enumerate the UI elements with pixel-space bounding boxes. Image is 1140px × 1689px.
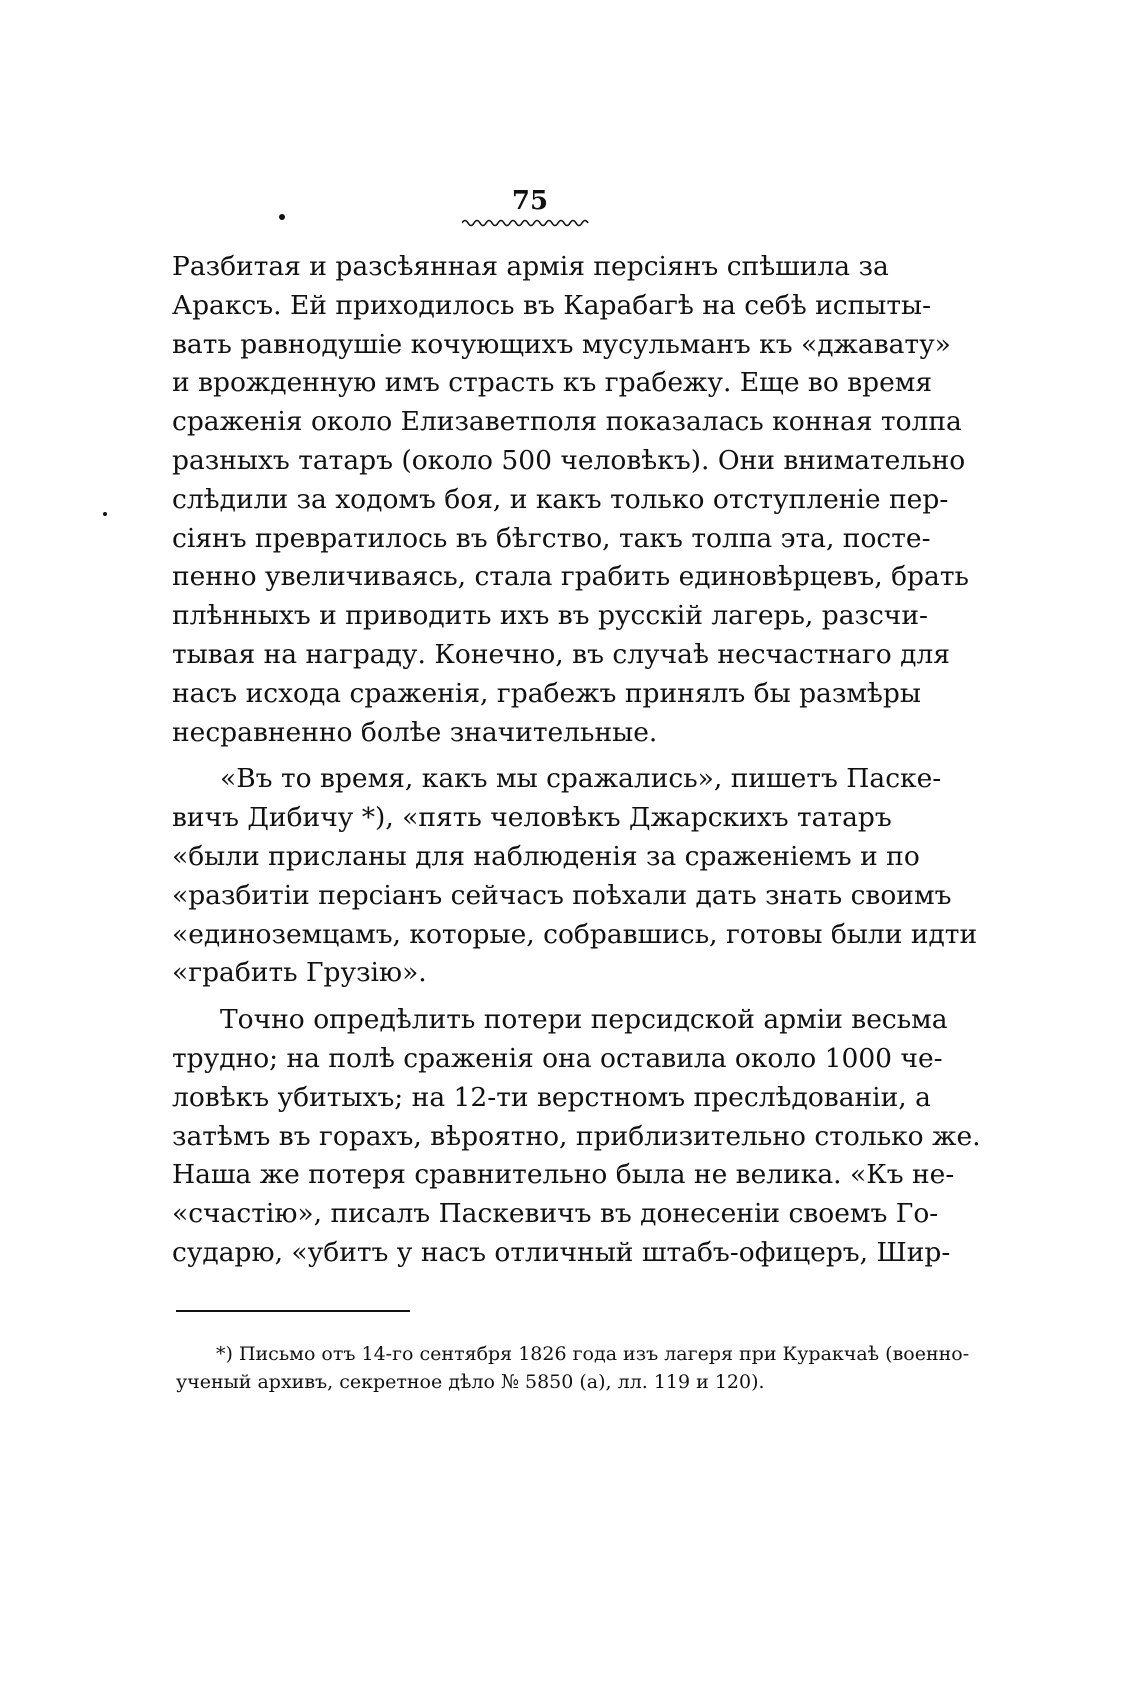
text-line: сіянъ превратилось въ бѣгство, такъ толпа эта, посте- <box>172 522 931 554</box>
text-line: вичъ Дибичу *), «пять человѣкъ Джарскихъ татаръ <box>172 802 892 834</box>
text-line: слѣдили за ходомъ боя, и какъ только отступленіе пер- <box>172 483 949 515</box>
page-number: 75 <box>511 186 549 216</box>
text-line: пенно увеличиваясь, стала грабить единовѣрцевъ, брать <box>172 561 969 593</box>
stray-mark <box>103 512 107 516</box>
text-line: Араксъ. Ей приходилось въ Карабагѣ на себѣ испыты- <box>172 289 932 321</box>
text-line: трудно; на полѣ сраженія она оставила около 1000 че- <box>172 1042 943 1074</box>
text-line: насъ исхода сраженія, грабежъ принялъ бы размѣры <box>172 677 921 709</box>
text-line: плѣнныхъ и приводить ихъ въ русскій лагерь, разсчи- <box>172 600 928 632</box>
footnote-line: ученый архивъ, секретное дѣло № 5850 (а), лл. 119 и 120). <box>176 1371 765 1393</box>
footnote <box>176 1340 970 1396</box>
wavy-ornament-icon <box>462 218 592 228</box>
text-line: ловѣкъ убитыхъ; на 12-ти верстномъ преслѣдованіи, а <box>172 1081 931 1113</box>
text-line: «разбитіи персіанъ сейчасъ поѣхали дать знать своимъ <box>172 879 952 911</box>
text-line: Наша же потеря сравнительно была не велика. «Къ не- <box>172 1159 955 1191</box>
text-line: Точно опредѣлить потери персидской арміи весьма <box>220 1004 948 1036</box>
main-text <box>172 248 981 1273</box>
text-line: вать равнодушіе кочующихъ мусульманъ къ «джавату» <box>172 328 951 360</box>
text-line: тывая на награду. Конечно, въ случаѣ несчастнаго для <box>172 638 950 670</box>
text-line: «единоземцамъ, которые, собравшись, готовы были идти <box>172 918 978 950</box>
footnote-divider <box>176 1310 410 1312</box>
text-line: разныхъ татаръ (около 500 человѣкъ). Они внимательно <box>172 444 966 476</box>
text-line: «грабить Грузію». <box>172 957 427 989</box>
text-line: «Въ то время, какъ мы сражались», пишетъ Паске- <box>220 763 942 795</box>
text-line: «счастію», писалъ Паскевичъ въ донесеніи своемъ Го- <box>172 1198 939 1230</box>
paragraph-gap <box>172 752 876 760</box>
footnote-line: *) Письмо отъ 14-го сентября 1826 года изъ лагеря при Куракчаѣ (военно- <box>216 1343 970 1365</box>
stray-mark <box>279 214 285 220</box>
text-line: Разбитая и разсѣянная армія персіянъ спѣшила за <box>172 251 889 282</box>
text-line: и врожденную имъ страсть къ грабежу. Еще во время <box>172 367 933 399</box>
text-line: сраженія около Елизаветполя показалась конная толпа <box>172 406 962 438</box>
text-line: «были присланы для наблюденія за сраженіемъ и по <box>172 840 920 872</box>
text-line: затѣмъ въ горахъ, вѣроятно, приблизительно столько же. <box>172 1120 981 1152</box>
paragraph-gap <box>172 993 876 1001</box>
text-line: несравненно болѣе значительные. <box>172 716 658 748</box>
text-line: сударю, «убитъ у насъ отличный штабъ-офицеръ, Шир- <box>172 1236 951 1268</box>
